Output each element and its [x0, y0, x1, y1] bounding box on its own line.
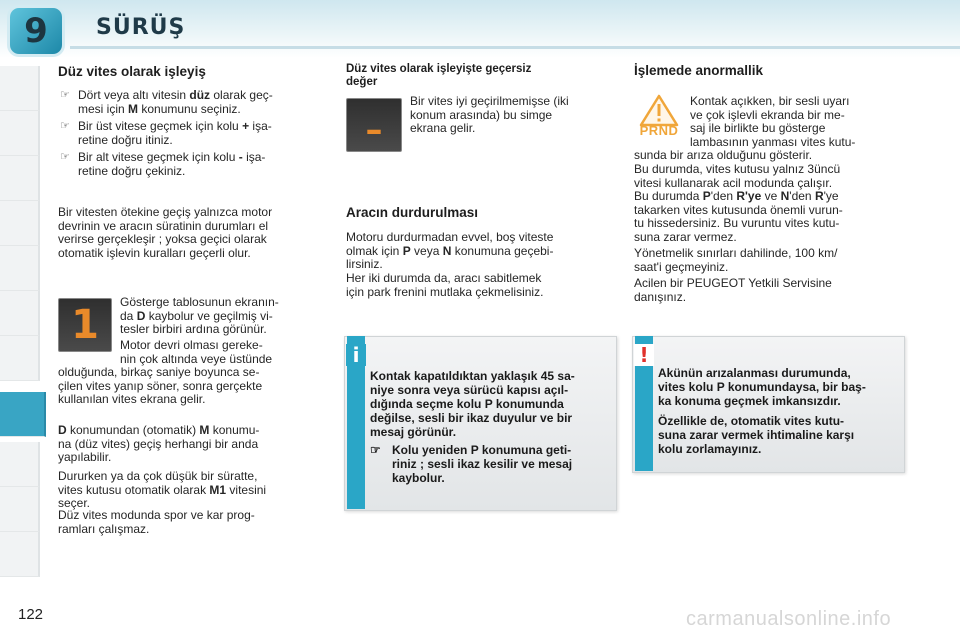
paragraph: Yönetmelik sınırları dahilinde, 100 km/ saat'i geçmeyiniz. — [634, 246, 838, 274]
gearbox-warning-icon — [634, 93, 684, 141]
list-item: ☞ Bir alt vitese geçmek için kolu - işa- retine doğru çekiniz. — [60, 150, 266, 178]
chapter-tab[interactable] — [0, 487, 40, 532]
chapter-tab[interactable] — [0, 66, 40, 111]
chapter-tab[interactable] — [0, 291, 40, 336]
chapter-tab[interactable] — [0, 532, 40, 577]
list-item: ☞ Bir üst vitese geçmek için kolu + işa- retine doğru itiniz. — [60, 119, 272, 147]
pointing-hand-icon: ☞ — [60, 89, 70, 101]
list-item: ☞ Dört veya altı vitesin düz olarak geç- mesi için M konumunu seçiniz. — [60, 88, 273, 116]
paragraph: Bir vitesten ötekine geçiş yalnızca motor devrinin ve aracın süratinin durumları el verirse gerçekleşir ; yoksa geçici olarak otomatik işlevin kuralları geçerli olur. — [58, 205, 273, 260]
paragraph: Her iki durumda da, aracı sabitlemek için park frenini mutlaka çekmelisiniz. — [346, 271, 544, 299]
chapter-tab[interactable] — [0, 336, 40, 381]
chapter-tab[interactable] — [0, 201, 40, 246]
chapter-tab-active[interactable] — [0, 392, 46, 437]
gear-indicator-icon: 1 — [58, 298, 112, 352]
paragraph: Motoru durdurmadan evvel, boş viteste olmak için P veya N konumuna geçebi- lirsiniz. — [346, 230, 554, 272]
pointing-hand-icon: ☞ — [370, 443, 381, 457]
paragraph: Bu durumda, vites kutusu yalnız 3üncü vitesi kullanarak acil modunda çalışır. Bu durumda P'den R'ye ve N'den R'ye takarken vites kutusunda önemli vurun- tu hissedersiniz. Bu vuruntu vites kutu- suna zarar vermez. — [634, 162, 843, 244]
paragraph: Motor devri olması gereke- nin çok altında veye üstünde — [120, 338, 273, 366]
list-item: ☞ Kolu yeniden P konumuna geti- riniz ; sesli ikaz kesilir ve mesaj kaybolur. — [370, 443, 573, 485]
paragraph: Kontak açıkken, bir sesli uyarı ve çok işlevli ekranda bir me- saj ile birlikte bu gösterge lambasının yanması vites kutu- — [690, 94, 856, 149]
page-number: 122 — [18, 606, 44, 623]
info-text: Kontak kapatıldıktan yaklaşık 45 sa- niye sonra veya sürücü kapısı açıl- dığında seçme kolu P konumunda değilse, sesli bir ikaz duyulur ve bir mesaj görünür. ☞ Kolu yeniden P konumuna geti- riniz ; sesli ikaz kesilir ve mesaj kaybolur. — [370, 369, 608, 485]
section-heading-stopping: Aracın durdurulması — [346, 205, 479, 220]
prnd-label: PRND — [639, 123, 679, 138]
paragraph: olduğunda, birkaç saniye boyunca se- çilen vites yanıp söner, sonra gerçekte kullanılan vites ekrana gelir. — [58, 365, 263, 407]
section-heading-malfunction: İşlemede anormallik — [634, 63, 764, 78]
paragraph: Dururken ya da çok düşük bir süratte, vites kutusu otomatik olarak M1 vitesini seçer. — [58, 469, 267, 511]
pointing-hand-icon: ☞ — [60, 120, 70, 133]
section-heading-manual-mode: Düz vites olarak işleyiş — [58, 64, 206, 79]
header-rule — [70, 46, 960, 49]
paragraph: D konumundan (otomatik) M konumu- na (düz vites) geçiş herhangi bir anda yapılabilir. — [58, 423, 260, 465]
paragraph: sunda bir arıza olduğunu gösterir. — [634, 148, 813, 162]
chapter-number: 9 — [24, 11, 48, 51]
section-heading-invalid-value: Düz vites olarak işleyişte geçersiz değer — [346, 63, 532, 88]
pointing-hand-icon: ☞ — [60, 151, 70, 164]
watermark: carmanualsonline.info — [686, 608, 892, 630]
info-icon: i — [346, 344, 366, 366]
paragraph: Gösterge tablosunun ekranın- da D kaybolur ve geçilmiş vi- tesler birbiri ardına görünür. — [120, 295, 279, 337]
page-title: SÜRÜŞ — [96, 15, 186, 40]
paragraph: Bir vites iyi geçirilmemişse (iki konum arasında) bu simge ekrana gelir. — [410, 94, 569, 136]
bullet-list — [60, 89, 324, 179]
paragraph: Acilen bir PEUGEOT Yetkili Servisine danışınız. — [634, 276, 832, 304]
warning-text: Akünün arızalanması durumunda, vites kolu P konumundaysa, bir baş- ka konuma geçmek imkansızdır. Özellikle de, otomatik vites kutu- suna zarar vermek ihtimaline karşı kolu zorlamayınız. — [658, 366, 866, 456]
chapter-tab[interactable] — [0, 111, 40, 156]
chapter-tab[interactable] — [0, 246, 40, 291]
exclamation-icon: ! — [634, 344, 654, 366]
invalid-gear-icon: – — [346, 98, 402, 152]
chapter-tab[interactable] — [0, 156, 40, 201]
paragraph: Düz vites modunda spor ve kar prog- ramları çalışmaz. — [58, 508, 255, 536]
chapter-tab[interactable] — [0, 442, 40, 487]
